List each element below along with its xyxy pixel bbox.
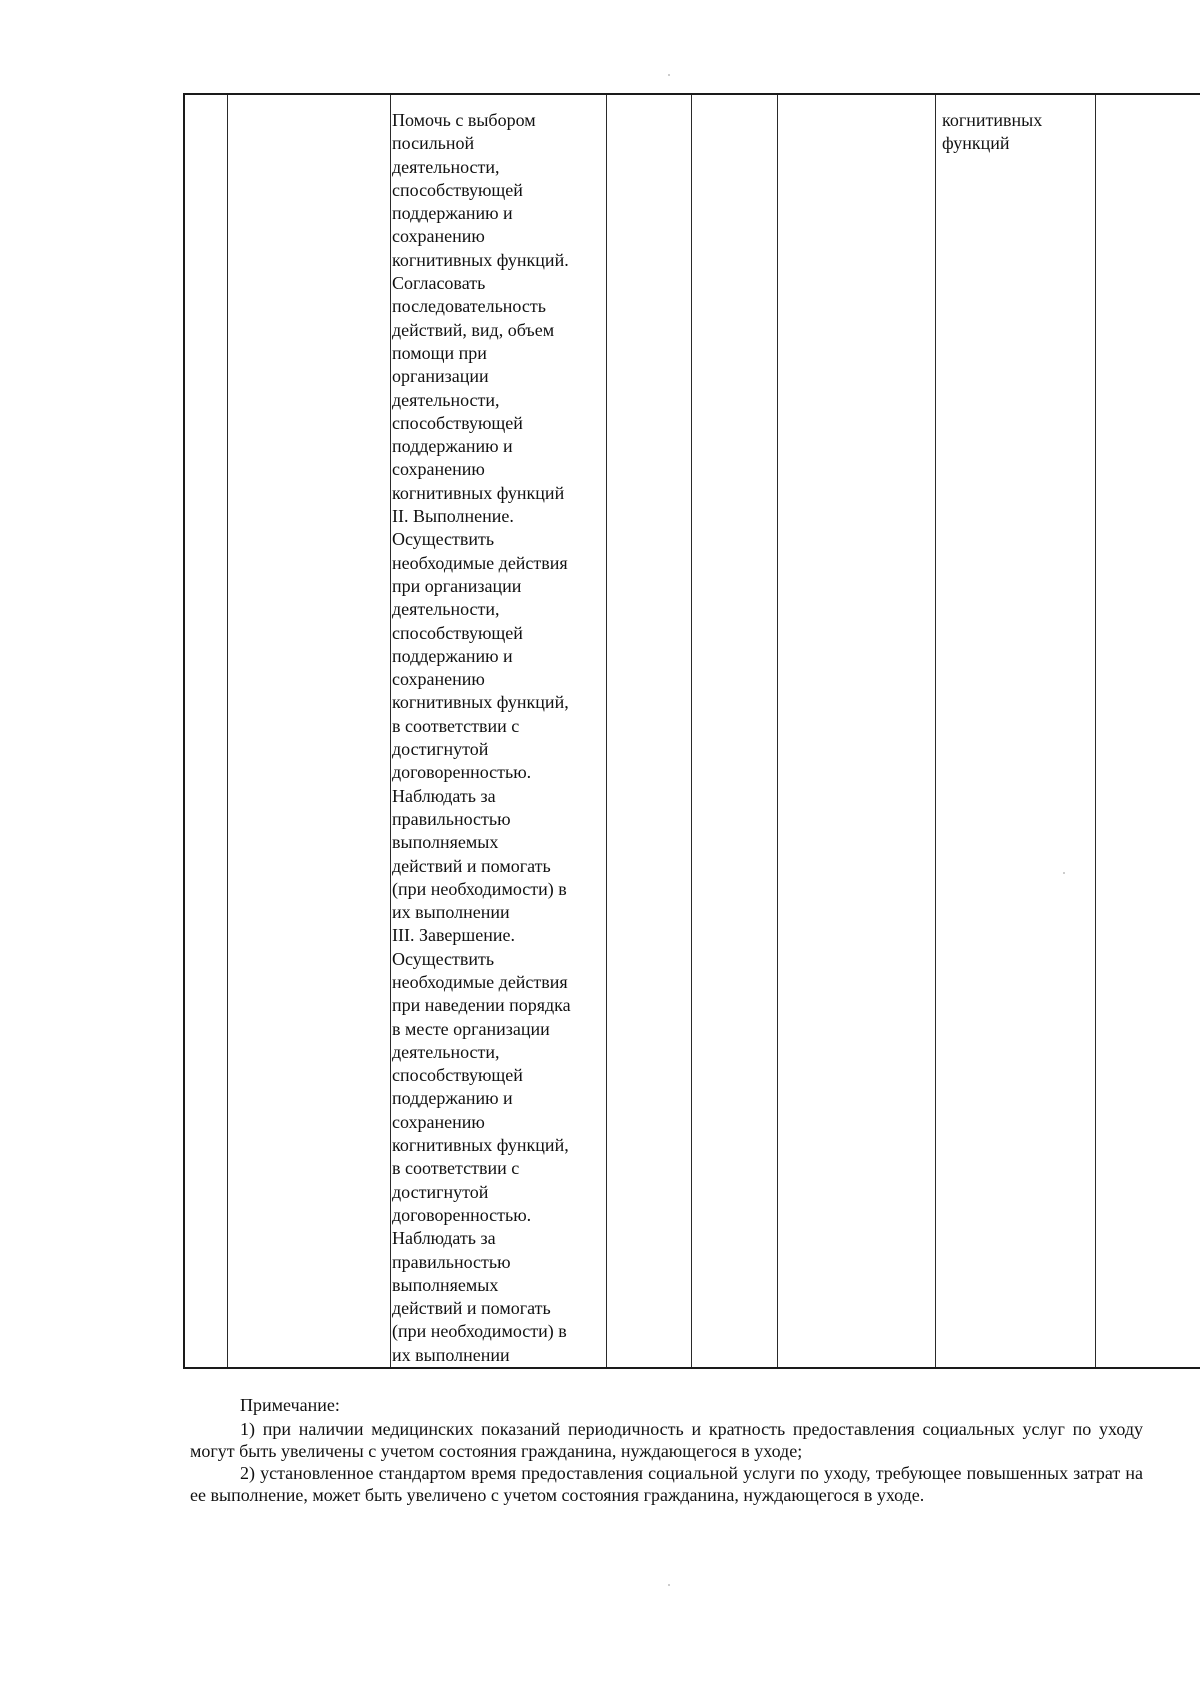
notes-title: Примечание:	[240, 1395, 340, 1415]
scan-speck	[668, 74, 670, 76]
column-divider	[606, 95, 607, 1367]
column-divider	[691, 95, 692, 1367]
scan-speck	[668, 1584, 670, 1586]
notes-section	[190, 1394, 1143, 1506]
column-divider	[935, 95, 936, 1367]
service-result-cell: когнитивных функций	[942, 110, 1043, 154]
note-item-1: 1) при наличии медицинских показаний периодичность и кратность предоставления социальных услуг по уходу могут быть увеличены с учетом состояния гражданина, нуждающегося в уходе;	[190, 1419, 1143, 1461]
column-divider	[227, 95, 228, 1367]
services-table	[183, 93, 1200, 1369]
note-item-2: 2) установленное стандартом время предоставления социальной услуги по уходу, требующее повышенных затрат на ее выполнение, может быть увеличено с учетом состояния гражданина, нуждающегося в уходе.	[190, 1463, 1143, 1505]
column-divider	[390, 95, 391, 1367]
column-divider	[1095, 95, 1096, 1367]
service-actions-cell: Помочь с выбором посильной деятельности, способствующей поддержанию и сохранению когнитивных функций. Согласовать последовательность действий, вид, объем помощи при организации деятельности, способствующей поддержанию и сохранению когнитивных функций II. Выполнение. Осуществить необходимые действия при организации деятельности, способствующей поддержанию и сохранению когнитивных функций, в соответствии с достигнутой договоренностью. Наблюдать за правильностью выполняемых действий и помогать (при необходимости) в их выполнении III. Завершение. Осуществить необходимые действия при наведении порядка в месте организации деятельности, способствующей поддержанию и сохранению когнитивных функций, в соответствии с достигнутой договоренностью. Наблюдать за правильностью выполняемых действий и помогать (при необходимости) в их выполнении	[392, 110, 571, 1365]
column-divider	[777, 95, 778, 1367]
